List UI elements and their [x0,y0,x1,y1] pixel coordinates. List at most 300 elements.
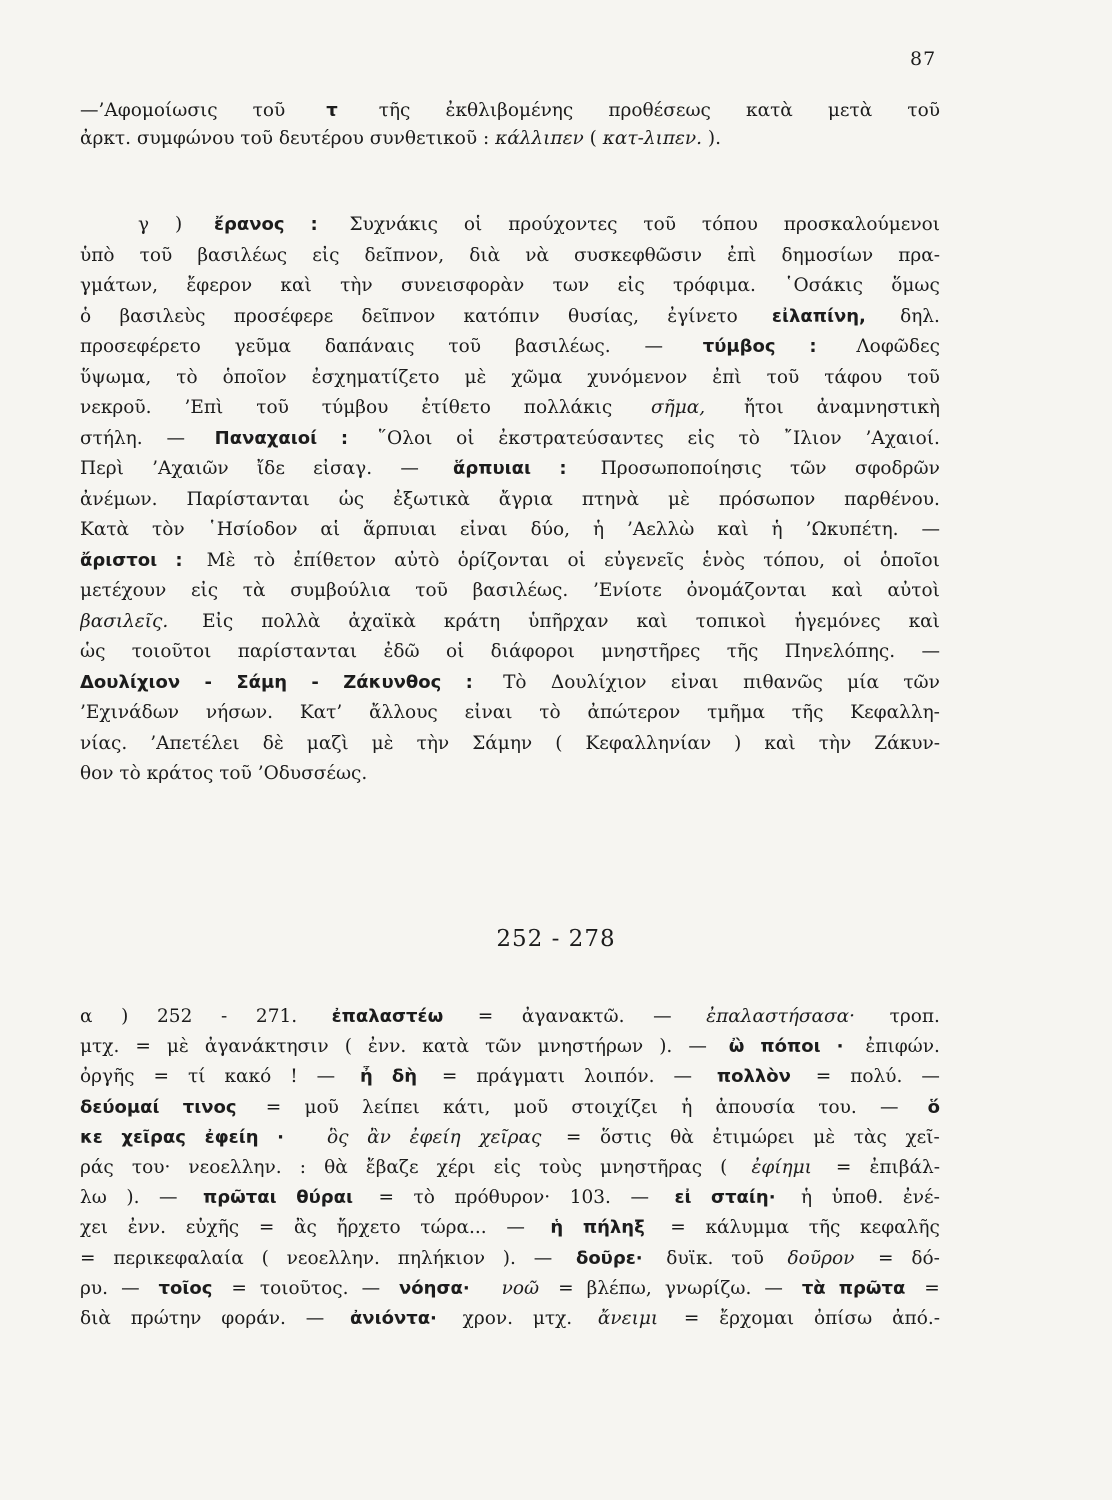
text-run: μὲ [813,1126,836,1148]
text-run: τῶν [903,671,940,693]
text-run: — [644,336,669,357]
text-run: νίας. [80,732,128,754]
text-run: μτχ. [80,1036,120,1058]
headword: · [277,1126,284,1148]
text-run: ( [344,1036,352,1058]
commentary-paragraph-3 [80,1006,940,1338]
text-run: μτχ. [532,1307,579,1329]
headword: - [311,671,319,693]
text-run: τοῦ [907,366,940,388]
text-run: πιθανῶς [743,671,823,693]
commentary-paragraph-2 [80,214,940,794]
text-run: συμβούλια [290,580,391,601]
text-run: ὁρίζονται [457,549,550,571]
text-line [80,641,940,672]
text-run: ἡ [681,1096,693,1118]
text-run: οἱ [456,427,475,449]
text-run: ’Αχαιοί. [865,427,940,449]
text-run: ἑνὸς [702,549,745,571]
text-run: μετέχουν [80,580,167,601]
text-run: ( [720,1156,734,1178]
text-run: ). [659,1036,673,1058]
italic-term: ἐπαλαστήσασα· [706,1006,856,1027]
text-run: — [166,427,191,449]
text-run: γμάτων, [80,275,159,296]
text-run: = [258,1217,275,1239]
text-run: = [259,1096,282,1118]
text-run: τοιοῦτοι [131,641,212,662]
text-run: δημοσίων [781,244,874,266]
text-run: ἔβαζε [365,1156,419,1178]
text-run: χέρι [436,1156,476,1178]
text-line [80,1006,940,1036]
headword: δὴ [391,1066,418,1088]
headword: πρῶται [203,1187,277,1209]
text-line [80,611,940,642]
text-run: οἱ [445,641,465,662]
text-run: μνηστῆρας [600,1156,703,1178]
text-run: ) [121,1006,129,1027]
text-run: τρόφιμα. [673,275,756,296]
text-run: εὐχῆς [185,1217,240,1239]
text-run: ! [290,1066,298,1088]
headword: : [809,336,817,357]
text-run: τῆς [372,100,411,121]
text-run: — [506,1217,531,1239]
text-run: εἰς [687,427,715,449]
text-run [303,1127,309,1148]
headword: τοῖος [158,1277,213,1299]
text-run: ὑπῆρχαν [528,610,609,632]
text-run: ἐκθλιβομένης [445,100,574,121]
text-run: = [372,1187,394,1209]
text-run: εἶναι [459,519,508,540]
text-run: εἰς [312,244,340,266]
text-run: τοῦ [139,244,173,266]
headword: : [559,458,567,479]
text-line [80,580,940,611]
text-run: — [879,1096,905,1118]
text-run: μοῦ [513,1096,549,1118]
text-run: τοὺς [538,1156,582,1178]
text-line [80,1278,940,1308]
text-line [80,1157,940,1187]
text-run: μνηστήρων [537,1036,644,1058]
text-run: ἐπίθετον [293,549,377,571]
text-line [80,763,940,794]
text-run: κακό [224,1066,272,1088]
text-run: — [921,519,940,540]
text-run: ἀνέμων. [80,488,158,510]
text-run: —’Αφομοίωσις [80,100,218,121]
text-run: δὲ [262,732,284,754]
text-run: τώρα... [420,1217,487,1239]
text-run: αὐτὸ [394,549,440,571]
text-run: τμῆμα [707,702,765,723]
text-run: ῾Ησίοδον [207,519,298,540]
text-line [80,1127,940,1157]
text-run: μοῦ [304,1096,339,1118]
text-run: — [159,1187,184,1209]
text-line [80,672,940,703]
text-run: δηλ. [894,305,940,327]
text-run: ἄλλους [369,702,438,723]
text-run: κάτι, [442,1096,491,1118]
text-run: διὰ [469,244,501,266]
headword: τινος [182,1096,237,1118]
text-run: μετὰ [827,100,873,121]
headword: τύμβος [702,336,776,357]
text-run: = [677,1307,700,1329]
text-run: καὶ [831,580,863,601]
text-run: πτηνὰ [581,488,640,510]
headword: ἦ [360,1066,373,1088]
text-run: ἀρκτ. συμφώνου τοῦ δευτέρου συνθετικοῦ : [80,128,496,149]
text-run: ράς [80,1156,114,1178]
text-line [80,214,940,245]
text-run: ρυ. [80,1277,109,1299]
text-line [80,336,940,367]
headword: Δουλίχιον [80,671,181,693]
text-run: Τὸ [497,671,527,693]
text-run: — [316,1066,342,1088]
text-run: δεῖπνον [361,305,436,327]
text-line [80,397,940,428]
text-run: λοιπόν. [583,1066,655,1088]
text-run: θυσίας, [567,305,639,327]
headword: πόποι [760,1036,821,1058]
headword: ὢ [728,1036,745,1058]
text-run: — [361,1277,386,1299]
text-run: διάφοροι [490,641,575,662]
text-run: τύμβου [321,397,389,418]
text-run: = [552,1277,574,1299]
text-run: πράγματι [476,1066,565,1088]
text-run: ἐσχηματίζετο [311,366,440,388]
text-run: τόπου, [763,549,825,571]
text-run: τοῦ [256,397,289,418]
text-run: χεῖ- [905,1126,940,1148]
text-run: εὐγενεῖς [604,549,685,571]
text-run: αἱ [320,519,341,540]
text-run: πρα- [898,244,940,266]
text-run: 252 [157,1006,193,1027]
text-run: κατὰ [746,100,793,121]
text-run: ὑπὸ [80,244,115,266]
text-run: τοῦ [448,336,482,357]
text-line [80,245,940,276]
text-run: ’Εχινάδων [80,702,180,723]
text-line [80,1248,940,1278]
text-run: πολλὰ [261,610,321,632]
text-run: = [153,1066,170,1088]
text-run: = [80,1247,96,1269]
headword: τὰ [801,1277,826,1299]
text-run: ’Ωκυπέτη. [805,519,899,540]
headword: Σάμη [236,671,288,693]
text-run: ἐνν. [367,1036,407,1058]
text-run: — [400,458,425,479]
text-run: καὶ [717,519,749,540]
text-run: του. [818,1096,857,1118]
text-run: βλέπω, [586,1277,652,1299]
text-run: Δουλίχιον [550,671,647,693]
text-run: ῎Ιλιον [783,427,842,449]
text-line [80,1036,940,1066]
headword: δοῦρε· [575,1247,643,1269]
text-run: πρόθυρον· [454,1187,551,1209]
text-run: δό- [911,1247,940,1269]
text-run: ἡ [771,519,783,540]
text-run: = [809,1066,832,1088]
text-line [80,1097,940,1127]
text-run: ὕψωμα, [80,366,152,388]
text-run: = [918,1277,940,1299]
text-run: παρίστανται [237,641,358,662]
text-run: θον τὸ κράτος τοῦ ’Οδυσσέως. [80,763,368,784]
text-run: καὶ [764,732,796,754]
text-run: : [299,1156,306,1178]
text-run: ἐξωτικὰ [393,488,470,510]
italic-term: ἂν [367,1126,391,1148]
text-run: αὐτοὶ [887,580,940,601]
italic-term: δοῦρον [787,1247,855,1269]
text-run: ἐτίθετο [421,397,491,418]
text-run: Παρίστανται [186,488,310,510]
text-run: ἀπώτερον [587,702,681,723]
text-run: Κεφαλληνίαν [585,732,712,754]
text-run: = [664,1217,686,1239]
text-line [80,1308,940,1338]
text-run: πηλήκιον [397,1247,485,1269]
headword: : [310,214,318,235]
text-run: προσκαλούμενοι [783,214,940,235]
text-run: ’Αχαιῶν [152,458,229,479]
text-run: — [630,1187,655,1209]
text-line [80,702,940,733]
text-run: μαζὶ [306,732,349,754]
text-run: Προσωποποίησις [594,458,762,479]
text-run: — [121,1277,146,1299]
headword: ἄριστοι [80,549,158,571]
text-run: στοιχίζει [571,1096,658,1118]
headword: σταίη· [711,1187,776,1209]
text-run: ἤτοι [738,397,784,418]
headword: πήληξ [582,1217,645,1239]
text-run: δυϊκ. [660,1247,714,1269]
text-run: ἔρχομαι [719,1307,795,1329]
text-run: του· [131,1156,171,1178]
text-run: Μὲ [200,549,236,571]
headword: εἰλαπίνη, [771,305,866,327]
text-run: Κατ’ [299,702,343,723]
text-run: ὁ [80,305,92,327]
text-run: ἅρπυιαι [363,519,437,540]
text-run: μία [847,671,879,693]
text-run: δύο, [530,519,571,540]
headword: : [340,427,349,449]
text-run: ( [583,128,603,149]
headword: ἅρπυιαι [453,458,532,479]
text-run: ἀναμνηστικὴ [816,397,940,418]
text-run: — [533,1247,559,1269]
text-run: τὸ [413,1187,435,1209]
text-line [80,458,940,489]
text-run: μὲ [371,732,394,754]
text-run: — [673,1066,698,1088]
text-line [80,100,940,128]
text-run: τῶν [485,1036,522,1058]
text-run: ὑποθ. [831,1187,884,1209]
text-run: ). [702,128,722,149]
text-run: ἡγεμόνες [794,610,881,632]
text-run: δεῖπνον, [364,244,445,266]
text-run: καὶ [636,610,668,632]
italic-term: ὃς [327,1126,349,1148]
headword: · [836,1036,844,1058]
text-run: ῞Ολοι [371,427,433,449]
text-run: πρόσωπον [718,488,816,510]
text-line [80,306,940,337]
text-run: νεκροῦ. [80,397,152,418]
text-run: κάλυμμα [705,1217,790,1239]
text-run: — [921,641,940,662]
text-run: τὸν [151,519,185,540]
text-run: τροπ. [883,1006,940,1027]
text-run: προθέσεως [608,100,711,121]
text-line [80,1187,940,1217]
text-run: πρώτην [130,1307,202,1329]
text-run: ἐτιμώρει [712,1126,795,1148]
headword: ἡ [550,1217,564,1239]
text-run: Λοφῶδες [850,336,940,357]
text-run: εἰς [190,580,219,601]
text-run: τὴν [416,732,450,754]
text-run: μὲ [464,366,487,388]
text-run: τοῦ [731,1247,770,1269]
text-run: νήσων. [205,702,274,723]
text-run: θὰ [324,1156,348,1178]
text-run: ) [174,214,189,235]
text-run: ὡς [80,641,106,662]
text-run: γ [138,214,150,235]
text-run: ’Ενίοτε [592,580,662,601]
headword: - [204,671,212,693]
text-line [80,519,940,550]
text-line [80,489,940,520]
text-run: Ζάκυν- [874,732,940,754]
text-run: ὡς [338,488,365,510]
text-run: ὀπίσω [813,1307,873,1329]
headword: ἐπαλαστέω [331,1006,444,1027]
text-run: πολύ. [850,1066,903,1088]
text-run: τοπικοὶ [695,610,767,632]
text-line [80,733,940,764]
text-run: ἀγανάκτησιν [204,1036,329,1058]
text-run: ὁποῖοι [879,549,940,571]
text-run: τί [188,1066,206,1088]
text-run: τοῦ [643,214,676,235]
text-run: ). [502,1247,516,1269]
text-run: ἀγανακτῶ. [521,1006,625,1027]
text-run: ἀχαϊκὰ [348,610,416,632]
text-run: εἶναι [670,671,719,693]
text-line [80,275,940,306]
text-run: βασιλέως. [472,580,569,601]
text-run: τὰ [242,580,266,601]
text-run: δαπάναις [324,336,415,357]
text-run: τοῦ [907,100,940,121]
text-run: = [559,1126,582,1148]
italic-term: νοῶ [501,1277,540,1299]
text-run: προσέφερε [233,305,334,327]
text-run: ἐπὶ [727,244,757,266]
text-run: ἔφερον [186,275,253,296]
text-run: γνωρίζω. [664,1277,752,1299]
text-run: κράτη [443,610,501,632]
text-run: ( [555,732,563,754]
text-run: εἶναι [464,702,513,723]
text-run: ) [734,732,742,754]
text-run: Περὶ [80,458,124,479]
text-run: 271. [255,1006,303,1027]
text-run: οἱ [463,214,483,235]
text-run: πολλάκις [523,397,619,418]
headword: χεῖρας [121,1126,186,1148]
text-run: Πηνελόπης. [784,641,896,662]
text-run: ὁποῖον [222,366,287,388]
text-run: κεφαλῆς [860,1217,940,1239]
text-run: καὶ [280,275,312,296]
text-run: μὲ [667,488,690,510]
text-run: λείπει [362,1096,420,1118]
headword: ἐφείη [204,1126,259,1148]
text-run: ἡ [592,519,605,540]
headword: πολλὸν [716,1066,791,1088]
text-run: οἱ [567,549,586,571]
headword: τ [326,100,338,121]
text-run: ἀπουσία [715,1096,795,1118]
text-run: κατὰ [422,1036,470,1058]
text-run: χυνόμενον [587,366,688,388]
text-run: ἐνέ- [902,1187,940,1209]
text-run: εἰσαγ. [313,458,373,479]
text-run: συσκεφθῶσιν [574,244,703,266]
text-run: — [688,1036,713,1058]
text-run: = [436,1066,458,1088]
headword: νόησα· [399,1277,470,1299]
text-run: = [471,1006,494,1027]
text-run: ἐπὶ [712,366,742,388]
text-run: ἐπιβάλ- [869,1156,940,1178]
text-run: — [921,1066,940,1088]
text-line [80,550,940,581]
text-run: ἄγρια [498,488,553,510]
italic-term: ἄνειμι [597,1307,659,1329]
text-run: τὸ [176,366,198,388]
text-run: βασιλέως. [514,336,611,357]
text-run: προύχοντες [508,214,618,235]
headword: ἀνιόντα· [349,1307,437,1329]
italic-term: ἐφείη [409,1126,461,1148]
text-run: ὀνομάζονται [686,580,807,601]
headword: ἔρανος [214,214,285,235]
text-run: τὰς [853,1126,887,1148]
text-run: Συχνάκις [343,214,438,235]
italic-term: ἐφίημι [751,1156,812,1178]
text-run: των [552,275,590,296]
text-run: τὴν [818,732,852,754]
